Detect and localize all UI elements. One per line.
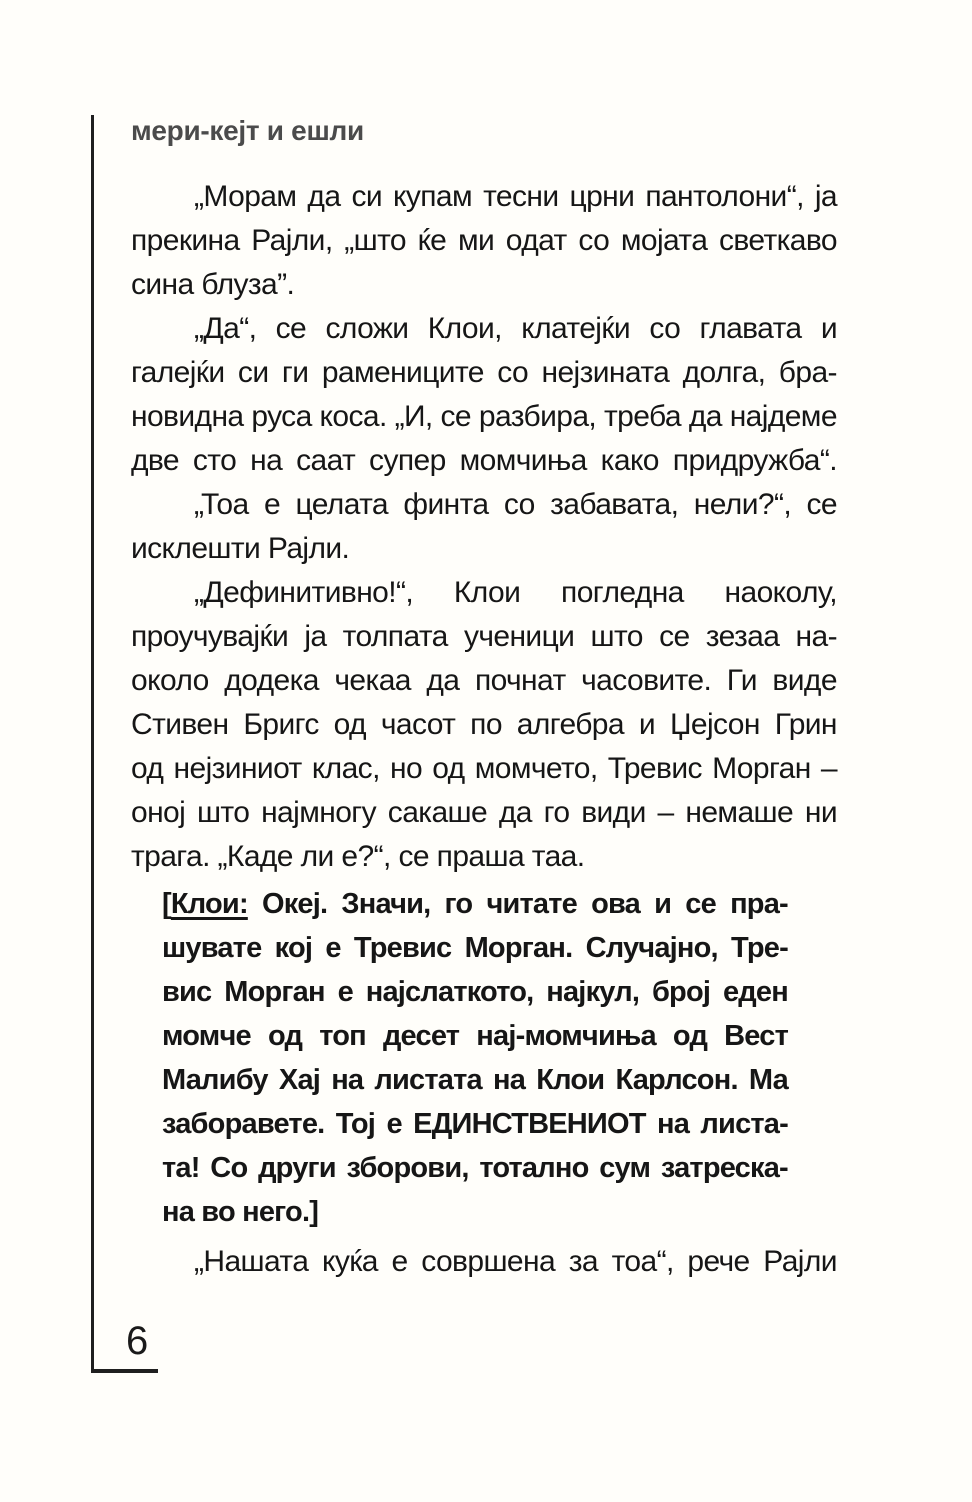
text-line: [Клои: Океј. Значи, го читате ова и се пра-	[162, 888, 788, 920]
text-line: две сто на саат супер момчиња како придружба“.	[131, 444, 837, 477]
text-line: „Дефинитивно!“, Клои погледна наоколу,	[194, 576, 837, 609]
text-line: „Нашата куќа е совршена за тоа“, рече Рајли	[194, 1245, 837, 1278]
text-line: новидна руса коса. „И, се разбира, треба да најдеме	[131, 400, 837, 433]
text-line: исклешти Рајли.	[131, 532, 350, 565]
page-number: 6	[126, 1319, 149, 1363]
text-line: „Да“, се сложи Клои, клатејќи со главата и	[194, 312, 837, 345]
narrator-aside	[162, 882, 788, 1234]
text-line: прекина Рајли, „што ќе ми одат со мојата светкаво	[131, 224, 837, 257]
text-line: Стивен Бригс од часот по алгебра и Џејсон Грин	[131, 708, 837, 741]
text-line: трага. „Каде ли е?“, се праша таа.	[131, 840, 585, 873]
text-line: момче од топ десет нај-момчиња од Вест	[162, 1020, 788, 1052]
text-line: галејќи си ги рамениците со нејзината долга, бра-	[131, 356, 837, 389]
text-line: вис Морган е најслаткото, најкул, број еден	[162, 976, 788, 1008]
text-line: од нејзиниот клас, но од момчето, Тревис Морган –	[131, 752, 837, 785]
text-line: на во него.]	[162, 1196, 319, 1228]
closing-paragraph	[131, 1240, 837, 1284]
text-line: „Морам да си купам тесни црни пантолони“, ја	[194, 180, 837, 213]
text-line: проучувајќи ја толпата ученици што се зезаа на-	[131, 620, 837, 653]
text-line: шувате кој е Тревис Морган. Случајно, Тре-	[162, 932, 788, 964]
body-text	[131, 175, 837, 879]
text-line: около додека чекаа да почнат часовите. Ги виде	[131, 664, 837, 697]
text-line: оној што најмногу сакаше да го види – немаше ни	[131, 796, 837, 829]
running-header: мери-кејт и ешли	[131, 115, 364, 146]
text-line: Малибу Хај на листата на Клои Карлсон. Ма	[162, 1064, 788, 1096]
margin-rule-vertical	[91, 115, 94, 1373]
text-line: заборавете. Тој е ЕДИНСТВЕНИОТ на листа-	[162, 1108, 788, 1140]
margin-rule-horizontal	[91, 1369, 158, 1373]
text-line: сина блуза”.	[131, 268, 295, 301]
text-line: „Тоа е целата финта со забавата, нели?“, се	[194, 488, 837, 521]
text-line: та! Со други зборови, тотално сум затреска-	[162, 1152, 788, 1184]
